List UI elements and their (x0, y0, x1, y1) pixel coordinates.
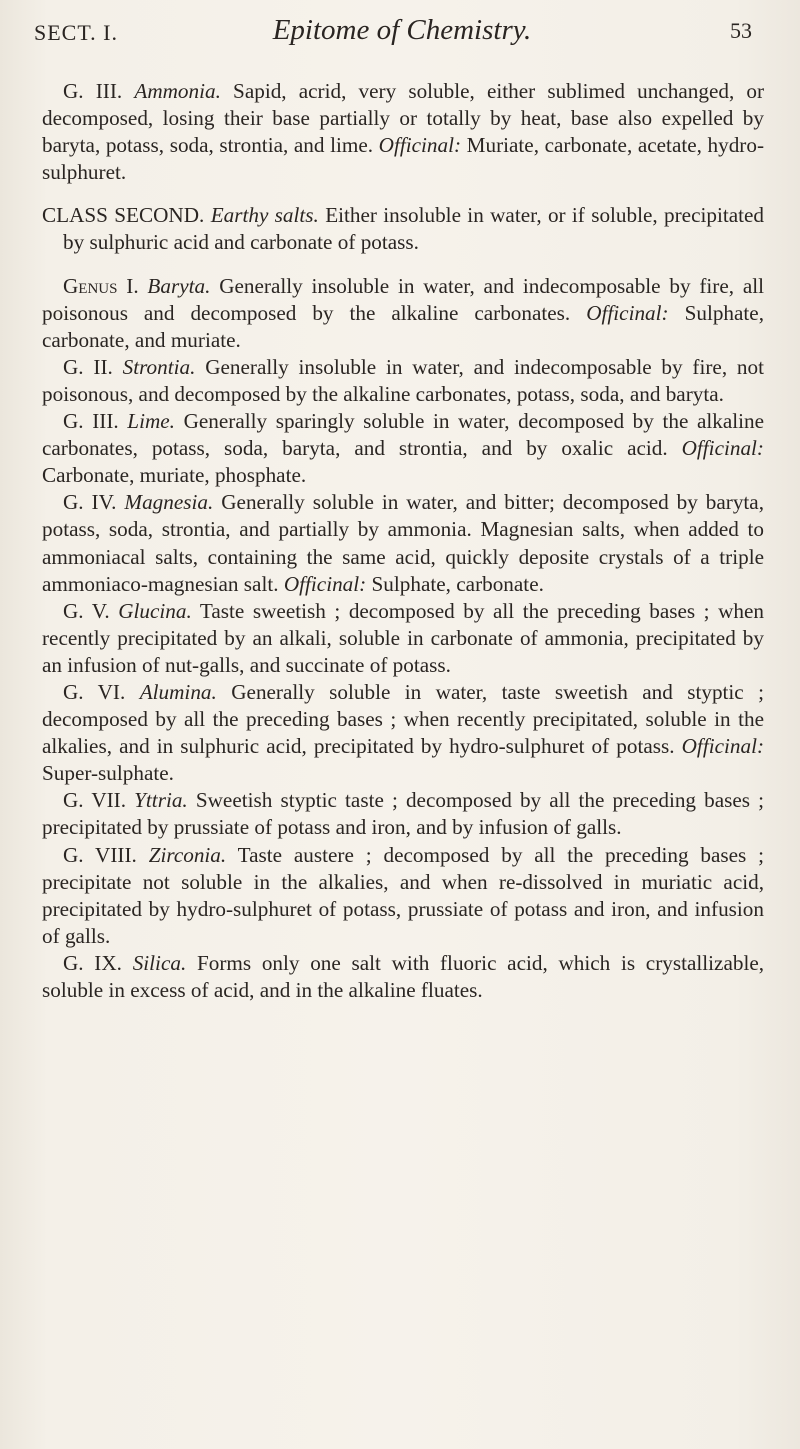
paragraph-class-second (42, 202, 764, 256)
genus-label: Genus I. (63, 273, 139, 298)
officinal-list: Carbonate, muriate, phosphate. (42, 463, 307, 488)
class-name: Earthy salts. (210, 203, 319, 228)
section-label: SECT. I. (34, 20, 118, 45)
genus-name: Glucina. (118, 598, 192, 623)
genus-name: Yttria. (134, 788, 188, 813)
genus-description: Taste sweetish ; decomposed by all the preceding bases ; when recently precipitated by an alkali, soluble in carbonate of ammonia, precipitated by an infusion of nut-galls, and succinate of potass. (42, 598, 764, 677)
paragraph-glucina (42, 598, 764, 679)
genus-description: Forms only one salt with fluoric acid, which is crystallizable, soluble in excess of acid, and in the alkaline fluates. (42, 950, 765, 1002)
officinal-label: Officinal: (586, 300, 669, 325)
genus-description: Sweetish styptic taste ; decomposed by all the preceding bases ; precipitated by prussiate of potass and iron, and by infusion of galls. (42, 788, 765, 840)
paragraph-ammonia (42, 78, 764, 186)
paragraph-zirconia (42, 842, 764, 950)
genus-description: Generally insoluble in water, and indecomposable by fire, not poisonous, and decomposed by the alkaline carbonates, potass, soda, and baryta. (42, 354, 764, 406)
paragraph-lime (42, 408, 764, 489)
genus-name: Alumina. (139, 679, 217, 704)
genus-description: Generally sparingly soluble in water, decomposed by the alkaline carbonates, potass, soda, baryta, and strontia, and by oxalic acid. (42, 409, 765, 461)
running-title: Epitome of Chemistry. (272, 14, 532, 46)
genus-label: G. III. (63, 409, 119, 434)
genus-name: Strontia. (122, 354, 196, 379)
genus-description: Generally insoluble in water, and indecomposable by fire, all poisonous and decomposed by the alkaline carbonates. (42, 273, 765, 325)
officinal-list: Sulphate, carbonate, and muriate. (42, 300, 765, 352)
officinal-label: Officinal: (283, 571, 367, 596)
genus-label: G. VII. (63, 788, 127, 813)
running-header (34, 12, 770, 52)
paragraph-yttria (42, 787, 764, 841)
genus-label: G. II. (63, 354, 113, 379)
page-number: 53 (730, 18, 752, 43)
genus-name: Zirconia. (148, 842, 227, 867)
genus-name: Lime. (127, 409, 175, 434)
officinal-label: Officinal: (681, 734, 765, 759)
genus-name: Ammonia. (134, 79, 221, 103)
paragraph-strontia (42, 354, 764, 408)
genus-name: Magnesia. (124, 490, 214, 515)
genus-label: G. IX. (63, 950, 122, 975)
genus-description: Generally soluble in water, and bitter; decomposed by baryta, potass, soda, strontia, and partially by ammonia. Magnesian salts, when added to ammoniacal salts, containing the same acid, quickly deposite crystals of a triple ammoniaco-magnesian salt. (42, 490, 765, 596)
genus-label: G. VI. (63, 679, 126, 704)
genus-description: Generally soluble in water, taste sweetish and styptic ; decomposed by all the preceding bases ; when recently precipitated, soluble in the alkalies, and in sulphuric acid, precipitated by hydro-sulphuret of potass. (42, 679, 765, 759)
genus-label: G. III. (63, 79, 123, 103)
paragraph-alumina (42, 679, 764, 787)
officinal-label: Officinal: (681, 436, 764, 461)
genus-name: Silica. (132, 950, 187, 975)
officinal-label: Officinal: (378, 133, 462, 158)
class-label: CLASS SECOND. (42, 203, 205, 228)
officinal-list: Super-sulphate. (42, 761, 174, 786)
officinal-list: Sulphate, carbonate. (371, 571, 544, 596)
paragraph-silica (42, 950, 764, 1004)
officinal-list: Muriate, carbonate, acetate, hydro-sulphuret. (42, 133, 765, 185)
genus-label: G. IV. (63, 490, 117, 515)
genus-label: G. V. (63, 598, 110, 623)
page-body (42, 78, 764, 1004)
genus-name: Baryta. (147, 273, 211, 298)
genus-description: Taste austere ; decomposed by all the preceding bases ; precipitate not soluble in the alkalies, and when re-dissolved in muriatic acid, precipitated by hydro-sulphuret of potass, prussiate of potass and iron, and infusion of galls. (42, 842, 765, 948)
paragraph-baryta (42, 273, 764, 354)
genus-description: Sapid, acrid, very soluble, either sublimed unchanged, or decomposed, losing their base partially or totally by heat, base also expelled by baryta, potass, soda, strontia, and lime. (42, 79, 765, 158)
paragraph-magnesia (42, 489, 764, 597)
genus-label: G. VIII. (63, 842, 137, 867)
class-description: Either insoluble in water, or if soluble, precipitated by sulphuric acid and carbonate of potass. (63, 203, 765, 255)
